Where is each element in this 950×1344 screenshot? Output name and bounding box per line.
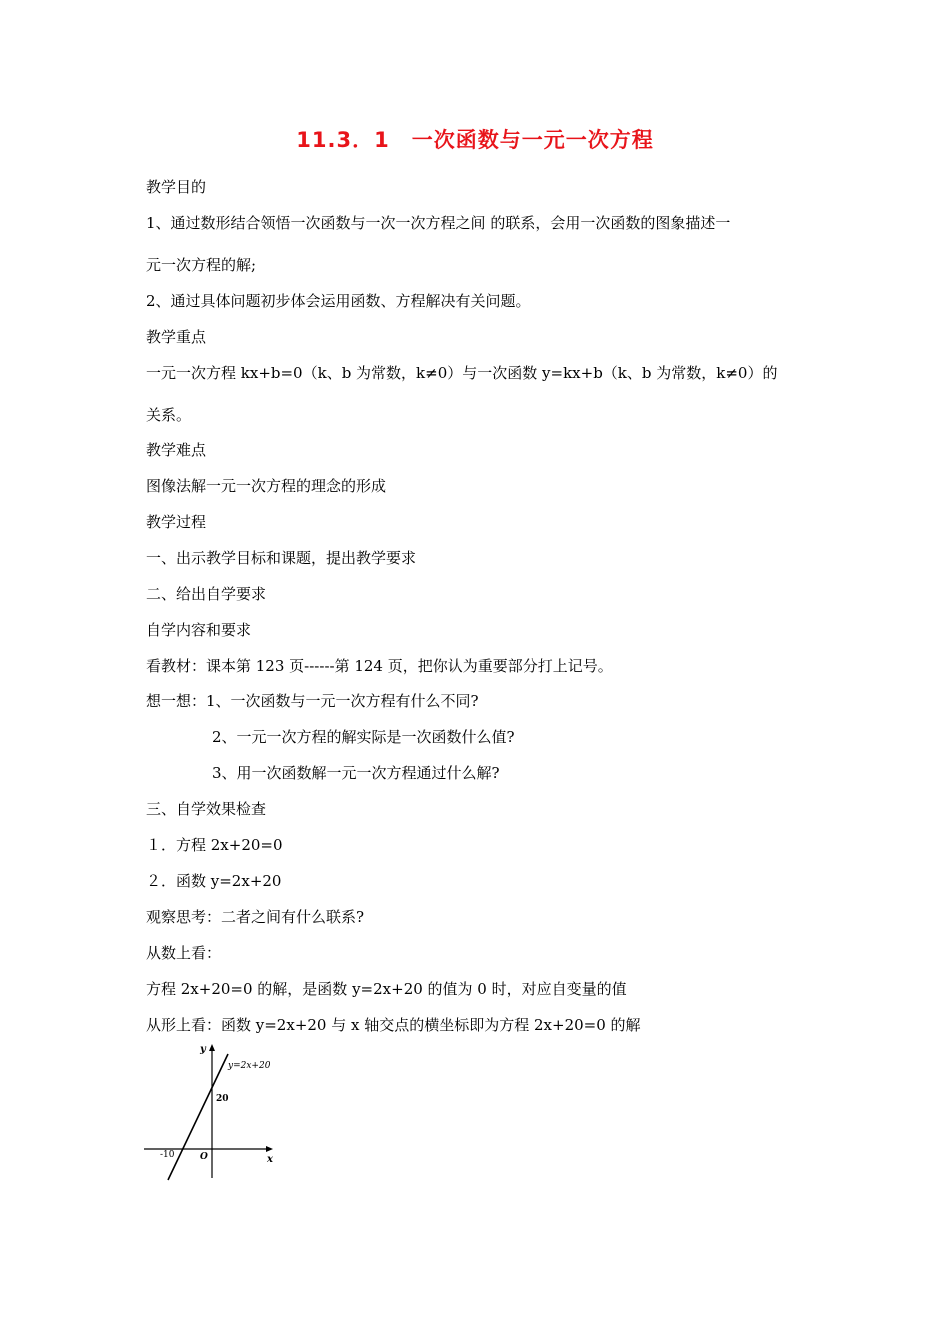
origin-label: O (200, 1152, 208, 1162)
y-axis-label: y (200, 1044, 206, 1055)
y-axis-arrow (209, 1044, 215, 1051)
x-axis-arrow (266, 1146, 273, 1152)
page-title: 11.3．1 一次函数与一元一次方程 (296, 128, 654, 152)
process-step-3: 三、自学效果检查 (146, 800, 267, 818)
function-line (168, 1054, 228, 1180)
think-question-3: 3、用一次函数解一元一次方程通过什么解? (212, 764, 500, 782)
self-study-heading: 自学内容和要求 (146, 621, 252, 639)
process-step-2: 二、给出自学要求 (146, 585, 267, 603)
think-question-2: 2、一元一次方程的解实际是一次函数什么值? (212, 728, 515, 746)
check-item-2: ２．函数 y=2x+20 (146, 872, 282, 890)
check-item-1: １．方程 2x+20=0 (146, 836, 283, 854)
function-graph (140, 1038, 280, 1183)
heading-key-points: 教学重点 (146, 328, 207, 346)
graphic-view-text: 从形上看：函数 y=2x+20 与 x 轴交点的横坐标即为方程 2x+20=0 的解 (146, 1016, 641, 1034)
y-intercept-label: 20 (216, 1094, 229, 1104)
objective-1: 1、通过数形结合领悟一次函数与一次一次方程之间 的联系，会用一次函数的图象描述一 (146, 214, 731, 232)
numeric-view-text: 方程 2x+20=0 的解，是函数 y=2x+20 的值为 0 时，对应自变量的值 (146, 980, 627, 998)
x-axis-label: x (267, 1154, 273, 1165)
x-intercept-label: -10 (160, 1150, 175, 1160)
process-step-1: 一、出示教学目标和课题，提出教学要求 (146, 549, 417, 567)
objective-1-cont: 元一次方程的解; (146, 256, 257, 274)
numeric-view-heading: 从数上看： (146, 944, 222, 962)
observe-question: 观察思考：二者之间有什么联系? (146, 908, 365, 926)
heading-process: 教学过程 (146, 513, 207, 531)
key-point-text-cont: 关系。 (146, 406, 192, 424)
read-textbook: 看教材：课本第 123 页------第 124 页，把你认为重要部分打上记号。 (146, 657, 613, 675)
key-point-text: 一元一次方程 kx+b=0（k、b 为常数，k≠0）与一次函数 y=kx+b（k、b 为常数，k≠0）的 (146, 364, 778, 382)
objective-2: 2、通过具体问题初步体会运用函数、方程解决有关问题。 (146, 292, 531, 310)
heading-objectives: 教学目的 (146, 178, 207, 196)
think-question-1: 想一想：1、一次函数与一元一次方程有什么不同? (146, 692, 479, 710)
difficulty-text: 图像法解一元一次方程的理念的形成 (146, 477, 387, 495)
heading-difficulties: 教学难点 (146, 441, 207, 459)
line-label: y=2x+20 (228, 1061, 271, 1071)
